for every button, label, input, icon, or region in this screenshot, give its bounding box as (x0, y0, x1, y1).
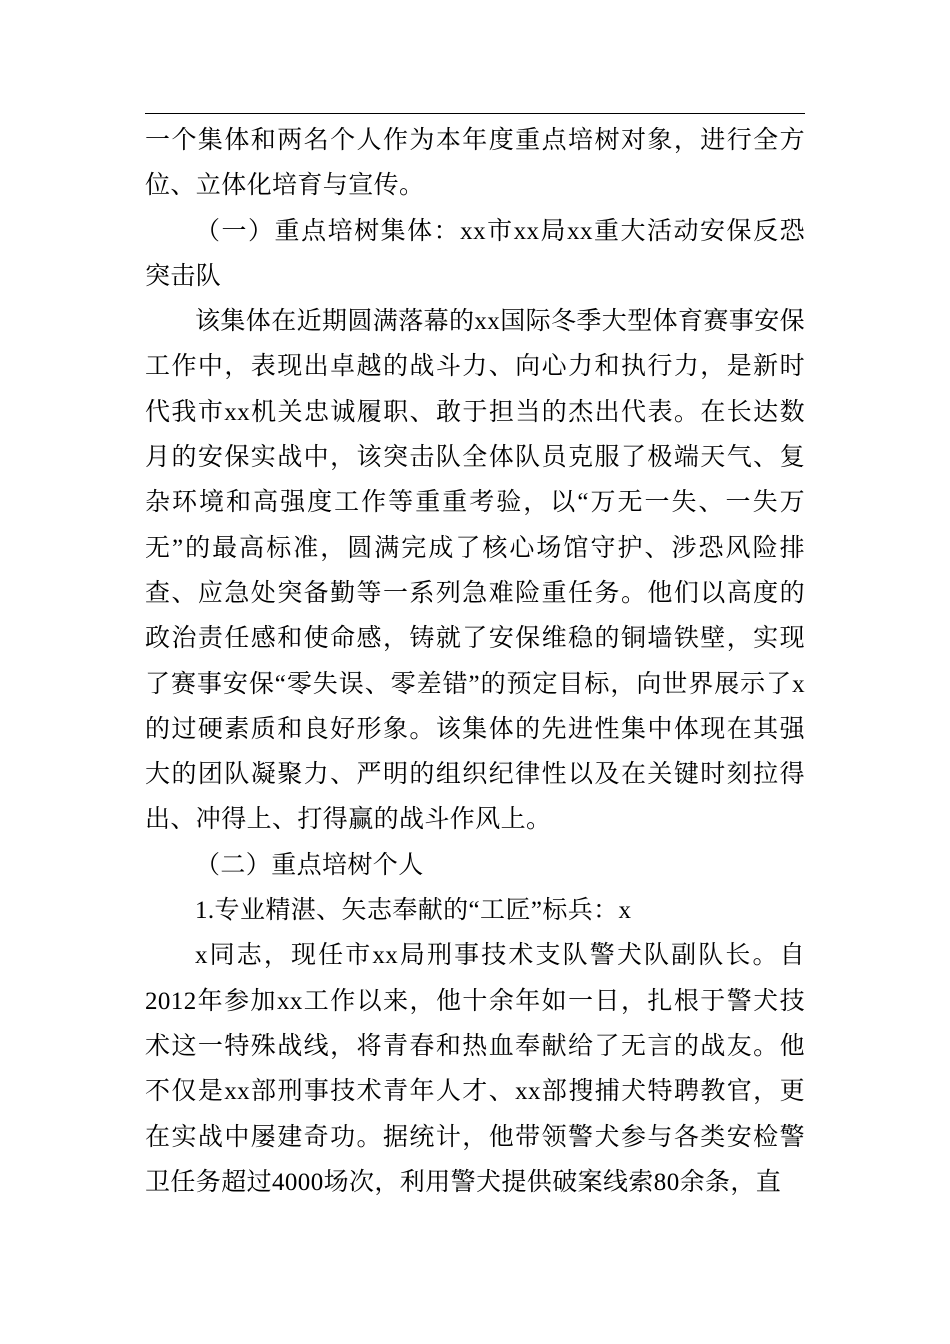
paragraph-continuation: 一个集体和两名个人作为本年度重点培树对象，进行全方位、立体化培育与宣传。 (145, 127, 805, 200)
subheading-individual-1: 1.专业精湛、矢志奉献的“工匠”标兵：x (195, 897, 632, 925)
paragraph-individual-description: x同志，现任市xx局刑事技术支队警犬队副队长。自2012年参加xx工作以来，他十余年如一日，扎根于警犬技术这一特殊战线，将青春和热血奉献给了无言的战友。他不仅是xx部刑事技术青年人才、xx部搜捕犬特聘教官，更在实战中屡建奇功。据统计，他带领警犬参与各类安检警卫任务超过4000场次，利用警犬提供破案线索80余条，直 (145, 942, 805, 1196)
paragraph-collective-description: 该集体在近期圆满落幕的xx国际冬季大型体育赛事安保工作中，表现出卓越的战斗力、向心力和执行力，是新时代我市xx机关忠诚履职、敢于担当的杰出代表。在长达数月的安保实战中，该突击队全体队员克服了极端天气、复杂环境和高强度工作等重重考验，以“万无一失、一失万无”的最高标准，圆满完成了核心场馆守护、涉恐风险排查、应急处突备勤等一系列急难险重任务。他们以高度的政治责任感和使命感，铸就了安保维稳的铜墙铁壁，实现了赛事安保“零失误、零差错”的预定目标，向世界展示了x的过硬素质和良好形象。该集体的先进性集中体现在其强大的团队凝聚力、严明的组织纪律性以及在关键时刻拉得出、冲得上、打得赢的战斗作风上。 (145, 308, 806, 834)
header-rule (145, 113, 805, 114)
document-body (145, 118, 805, 1205)
section-heading-individual: （二）重点培树个人 (195, 851, 424, 879)
section-heading-collective: （一）重点培树集体：xx市xx局xx重大活动安保反恐突击队 (145, 217, 805, 290)
